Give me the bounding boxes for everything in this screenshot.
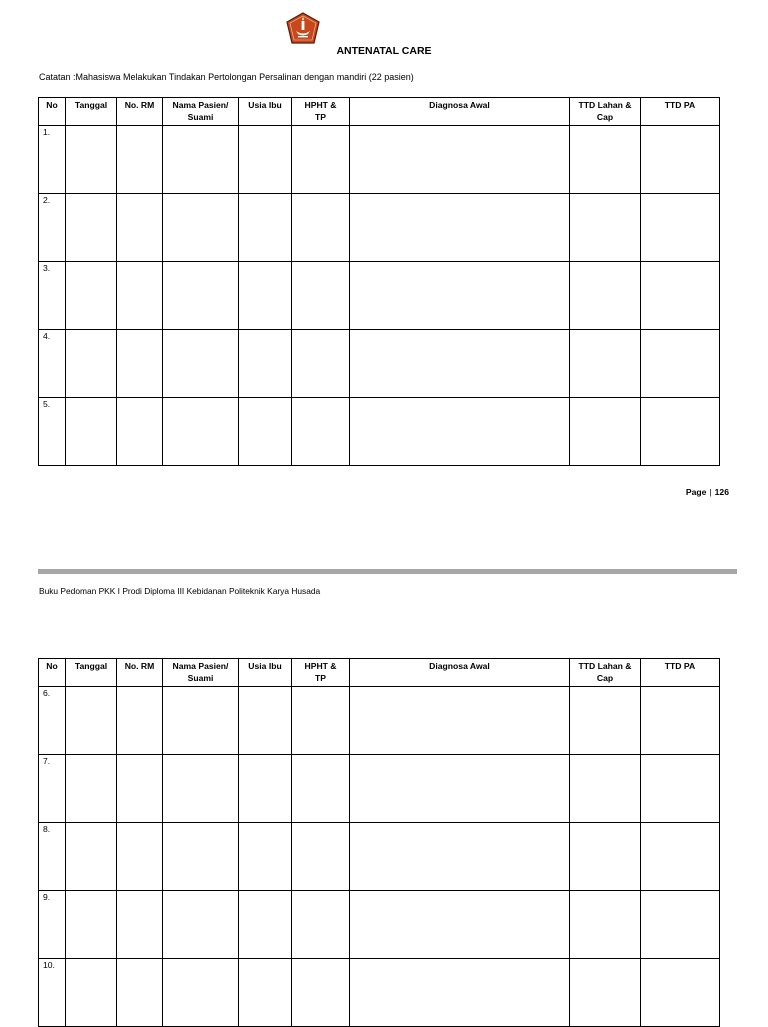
col-header-no-rm: No. RM	[117, 659, 163, 687]
col-header-no: No	[39, 98, 66, 126]
col-header-no: No	[39, 659, 66, 687]
cell-usia-ibu[interactable]	[239, 262, 292, 330]
cell-nama-pasien[interactable]	[163, 823, 239, 891]
table-row	[39, 755, 720, 823]
cell-ttd-pa[interactable]	[641, 959, 720, 1027]
cell-no-rm[interactable]	[117, 330, 163, 398]
col-header-no-rm: No. RM	[117, 98, 163, 126]
table-header-row	[39, 659, 720, 687]
table-row	[39, 687, 720, 755]
page-divider	[38, 569, 737, 574]
col-header-tanggal: Tanggal	[66, 659, 117, 687]
institution-logo	[286, 12, 320, 44]
col-header-nama-pasien: Nama Pasien/ Suami	[163, 659, 239, 687]
cell-hpht-tp[interactable]	[292, 194, 350, 262]
cell-nama-pasien[interactable]	[163, 891, 239, 959]
table-row	[39, 823, 720, 891]
cell-usia-ibu[interactable]	[239, 823, 292, 891]
cell-tanggal[interactable]	[66, 959, 117, 1027]
row-number: 10.	[39, 959, 66, 1027]
cell-usia-ibu[interactable]	[239, 959, 292, 1027]
cell-tanggal[interactable]	[66, 262, 117, 330]
col-header-hpht-tp: HPHT & TP	[292, 98, 350, 126]
cell-ttd-lahan[interactable]	[570, 891, 641, 959]
cell-no-rm[interactable]	[117, 959, 163, 1027]
cell-hpht-tp[interactable]	[292, 687, 350, 755]
cell-usia-ibu[interactable]	[239, 330, 292, 398]
col-header-nama-pasien: Nama Pasien/ Suami	[163, 98, 239, 126]
cell-no-rm[interactable]	[117, 687, 163, 755]
cell-ttd-lahan[interactable]	[570, 194, 641, 262]
cell-usia-ibu[interactable]	[239, 755, 292, 823]
row-number: 5.	[39, 398, 66, 466]
cell-no-rm[interactable]	[117, 126, 163, 194]
cell-ttd-pa[interactable]	[641, 398, 720, 466]
table-row	[39, 330, 720, 398]
cell-diagnosa-awal[interactable]	[350, 398, 570, 466]
cell-nama-pasien[interactable]	[163, 126, 239, 194]
col-header-ttd-lahan-cap: TTD Lahan & Cap	[570, 659, 641, 687]
cell-hpht-tp[interactable]	[292, 126, 350, 194]
row-number: 3.	[39, 262, 66, 330]
cell-hpht-tp[interactable]	[292, 959, 350, 1027]
row-number: 1.	[39, 126, 66, 194]
cell-tanggal[interactable]	[66, 823, 117, 891]
cell-diagnosa-awal[interactable]	[350, 194, 570, 262]
col-header-hpht-tp: HPHT & TP	[292, 659, 350, 687]
cell-ttd-lahan[interactable]	[570, 262, 641, 330]
table-row	[39, 959, 720, 1027]
row-number: 4.	[39, 330, 66, 398]
cell-nama-pasien[interactable]	[163, 330, 239, 398]
col-header-usia-ibu: Usia Ibu	[239, 659, 292, 687]
page-number: Page | 126	[685, 487, 729, 497]
table-row	[39, 891, 720, 959]
cell-tanggal[interactable]	[66, 126, 117, 194]
cell-no-rm[interactable]	[117, 891, 163, 959]
cell-diagnosa-awal[interactable]	[350, 126, 570, 194]
row-number: 7.	[39, 755, 66, 823]
cell-tanggal[interactable]	[66, 194, 117, 262]
cell-ttd-lahan[interactable]	[570, 330, 641, 398]
cell-ttd-lahan[interactable]	[570, 398, 641, 466]
cell-usia-ibu[interactable]	[239, 891, 292, 959]
cell-nama-pasien[interactable]	[163, 687, 239, 755]
cell-diagnosa-awal[interactable]	[350, 823, 570, 891]
cell-no-rm[interactable]	[117, 398, 163, 466]
col-header-ttd-pa: TTD PA	[641, 98, 720, 126]
form-note: Catatan :Mahasiswa Melakukan Tindakan Pertolongan Persalinan dengan mandiri (22 pasien)	[39, 72, 414, 82]
cell-diagnosa-awal[interactable]	[350, 262, 570, 330]
cell-ttd-pa[interactable]	[641, 330, 720, 398]
antenatal-table-1	[38, 97, 720, 466]
table-header-row	[39, 98, 720, 126]
cell-diagnosa-awal[interactable]	[350, 755, 570, 823]
cell-diagnosa-awal[interactable]	[350, 891, 570, 959]
cell-hpht-tp[interactable]	[292, 755, 350, 823]
cell-ttd-lahan[interactable]	[570, 755, 641, 823]
table-row	[39, 194, 720, 262]
cell-usia-ibu[interactable]	[239, 687, 292, 755]
cell-no-rm[interactable]	[117, 262, 163, 330]
cell-nama-pasien[interactable]	[163, 959, 239, 1027]
col-header-ttd-pa: TTD PA	[641, 659, 720, 687]
cell-tanggal[interactable]	[66, 398, 117, 466]
cell-diagnosa-awal[interactable]	[350, 330, 570, 398]
table-row	[39, 262, 720, 330]
col-header-diagnosa-awal: Diagnosa Awal	[350, 98, 570, 126]
book-title-header: Buku Pedoman PKK I Prodi Diploma III Kebidanan Politeknik Karya Husada	[39, 586, 321, 596]
col-header-diagnosa-awal: Diagnosa Awal	[350, 659, 570, 687]
cell-ttd-lahan[interactable]	[570, 126, 641, 194]
cell-ttd-pa[interactable]	[641, 126, 720, 194]
cell-nama-pasien[interactable]	[163, 398, 239, 466]
cell-no-rm[interactable]	[117, 755, 163, 823]
cell-hpht-tp[interactable]	[292, 398, 350, 466]
cell-ttd-pa[interactable]	[641, 891, 720, 959]
cell-usia-ibu[interactable]	[239, 398, 292, 466]
row-number: 6.	[39, 687, 66, 755]
cell-diagnosa-awal[interactable]	[350, 687, 570, 755]
row-number: 9.	[39, 891, 66, 959]
cell-no-rm[interactable]	[117, 823, 163, 891]
cell-nama-pasien[interactable]	[163, 755, 239, 823]
cell-usia-ibu[interactable]	[239, 194, 292, 262]
cell-ttd-lahan[interactable]	[570, 823, 641, 891]
col-header-ttd-lahan-cap: TTD Lahan & Cap	[570, 98, 641, 126]
cell-ttd-pa[interactable]	[641, 687, 720, 755]
cell-usia-ibu[interactable]	[239, 126, 292, 194]
cell-ttd-pa[interactable]	[641, 755, 720, 823]
table-row	[39, 398, 720, 466]
cell-nama-pasien[interactable]	[163, 194, 239, 262]
row-number: 8.	[39, 823, 66, 891]
cell-tanggal[interactable]	[66, 891, 117, 959]
cell-hpht-tp[interactable]	[292, 262, 350, 330]
cell-hpht-tp[interactable]	[292, 330, 350, 398]
cell-no-rm[interactable]	[117, 194, 163, 262]
row-number: 2.	[39, 194, 66, 262]
col-header-usia-ibu: Usia Ibu	[239, 98, 292, 126]
cell-tanggal[interactable]	[66, 755, 117, 823]
table-row	[39, 126, 720, 194]
cell-tanggal[interactable]	[66, 687, 117, 755]
cell-ttd-pa[interactable]	[641, 194, 720, 262]
cell-nama-pasien[interactable]	[163, 262, 239, 330]
cell-diagnosa-awal[interactable]	[350, 959, 570, 1027]
cell-ttd-lahan[interactable]	[570, 687, 641, 755]
cell-hpht-tp[interactable]	[292, 891, 350, 959]
cell-tanggal[interactable]	[66, 330, 117, 398]
cell-ttd-lahan[interactable]	[570, 959, 641, 1027]
col-header-tanggal: Tanggal	[66, 98, 117, 126]
cell-hpht-tp[interactable]	[292, 823, 350, 891]
cell-ttd-pa[interactable]	[641, 823, 720, 891]
antenatal-table-2	[38, 658, 720, 1027]
cell-ttd-pa[interactable]	[641, 262, 720, 330]
page-title: ANTENATAL CARE	[336, 45, 432, 57]
